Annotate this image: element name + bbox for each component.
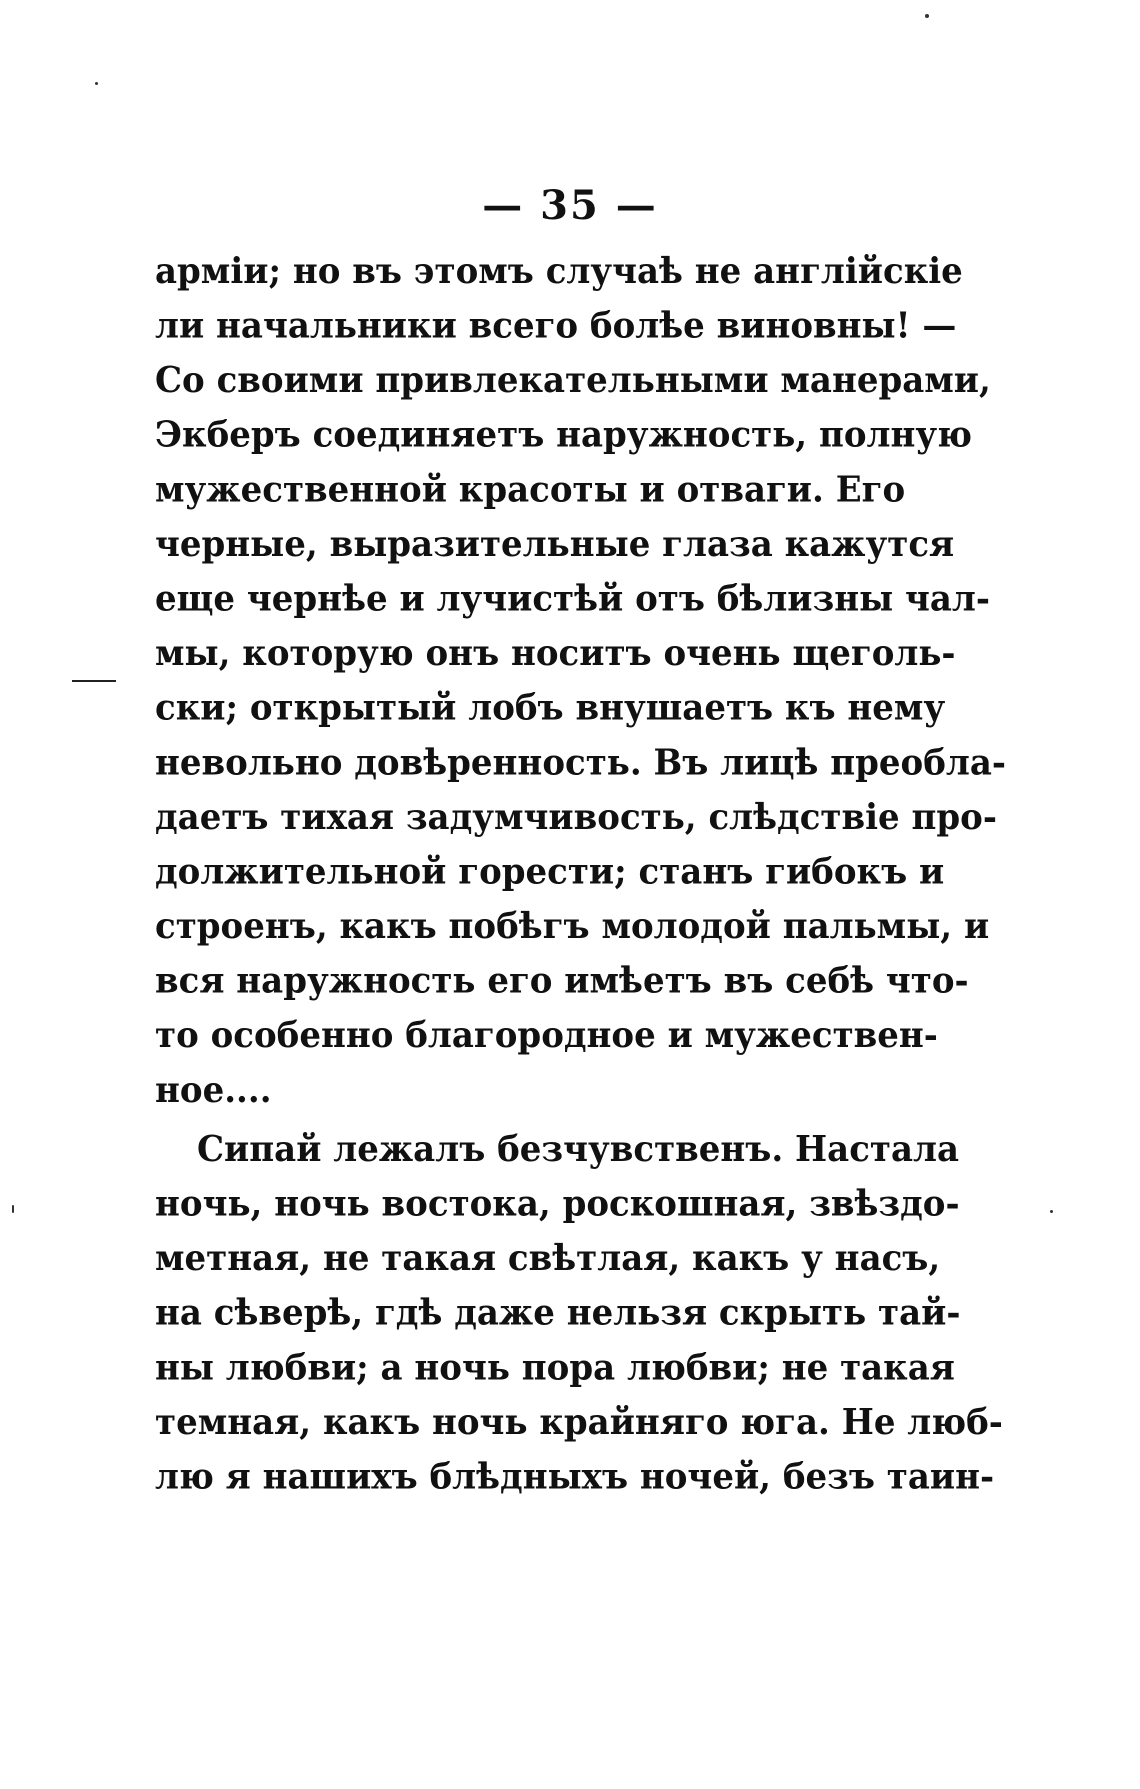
page-number: — 35 — (482, 182, 658, 229)
text-line: метная, не такая свѣтлая, какъ у насъ, (155, 1237, 941, 1280)
paper-speck (12, 1205, 14, 1213)
text-line: Со своими привлекательными манерами, (155, 359, 991, 402)
margin-dash-mark (72, 680, 116, 682)
paper-speck (925, 14, 929, 18)
text-line: черные, выразительные глаза кажутся (155, 523, 955, 566)
text-line: ли начальники всего болѣе виновны! — (155, 304, 957, 347)
text-line: лю я нашихъ блѣдныхъ ночей, безъ таин- (155, 1455, 995, 1498)
text-line: Экберъ соединяетъ наружность, полную (155, 414, 973, 457)
text-line: вся наружность его имѣетъ въ себѣ что- (155, 960, 969, 1003)
paper-speck (95, 82, 98, 85)
text-line: мы, которую онъ носитъ очень щеголь- (155, 632, 956, 675)
text-line: ночь, ночь востока, роскошная, звѣздо- (155, 1182, 960, 1225)
paragraph-1 (155, 244, 1006, 1118)
text-line: ски; открытый лобъ внушаетъ къ нему (155, 687, 946, 730)
text-line: ны любви; а ночь пора любви; не такая (155, 1346, 955, 1389)
text-line: еще чернѣе и лучистѣй отъ бѣлизны чал- (155, 577, 991, 620)
text-line: невольно довѣренность. Въ лицѣ преобла- (155, 741, 1006, 784)
text-line: темная, какъ ночь крайняго юга. Не люб- (155, 1401, 1003, 1444)
text-line: ное.... (155, 1069, 272, 1112)
text-line: на сѣверѣ, гдѣ даже нельзя скрыть тай- (155, 1292, 961, 1335)
text-line: арміи; но въ этомъ случаѣ не англійскіе (155, 250, 963, 293)
text-line: должительной горести; станъ гибокъ и (155, 850, 945, 893)
text-line: мужественной красоты и отваги. Его (155, 468, 906, 511)
text-line: строенъ, какъ побѣгъ молодой пальмы, и (155, 905, 990, 948)
text-line: то особенно благородное и мужествен- (155, 1014, 938, 1057)
text-line: даетъ тихая задумчивость, слѣдствіе про- (155, 796, 997, 839)
paper-speck (1050, 1210, 1053, 1213)
paragraph-2 (155, 1122, 1003, 1504)
text-line: Сипай лежалъ безчувственъ. Настала (197, 1128, 960, 1171)
